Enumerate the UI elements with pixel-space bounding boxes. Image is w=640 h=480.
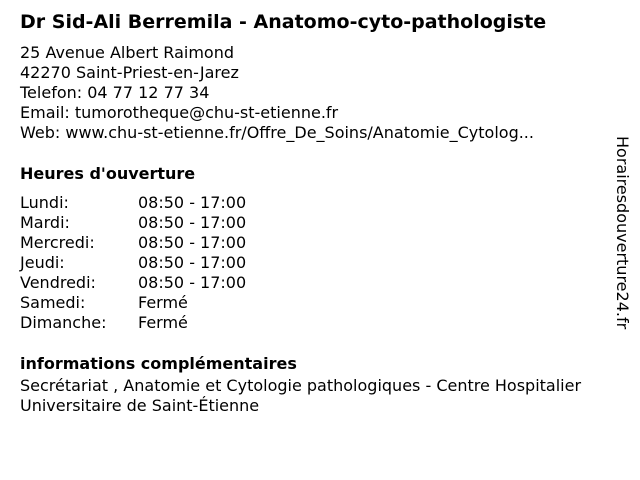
site-watermark: Horairesdouverture24.fr bbox=[613, 136, 632, 330]
opening-hours-heading: Heures d'ouverture bbox=[20, 164, 196, 183]
day-label: Mercredi: bbox=[20, 233, 95, 252]
opening-hours-table bbox=[20, 193, 246, 333]
day-label: Mardi: bbox=[20, 213, 70, 232]
time-value: 08:50 - 17:00 bbox=[138, 253, 247, 272]
day-label: Dimanche: bbox=[20, 313, 107, 332]
contact-block bbox=[20, 43, 534, 143]
hours-row-saturday bbox=[20, 293, 246, 313]
time-value: 08:50 - 17:00 bbox=[138, 233, 247, 252]
hours-row-wednesday bbox=[20, 233, 246, 253]
address-city: 42270 Saint-Priest-en-Jarez bbox=[20, 63, 239, 82]
hours-row-thursday bbox=[20, 253, 246, 273]
page-title: Dr Sid-Ali Berremila - Anatomo-cyto-pathologiste bbox=[20, 11, 547, 33]
day-label: Jeudi: bbox=[20, 253, 65, 272]
time-value: 08:50 - 17:00 bbox=[138, 193, 247, 212]
time-value: 08:50 - 17:00 bbox=[138, 213, 247, 232]
time-value: Fermé bbox=[138, 313, 188, 332]
hours-row-sunday bbox=[20, 313, 246, 333]
website-url: Web: www.chu-st-etienne.fr/Offre_De_Soins/Anatomie_Cytolog... bbox=[20, 123, 534, 142]
hours-row-tuesday bbox=[20, 213, 246, 233]
phone-number: Telefon: 04 77 12 77 34 bbox=[20, 83, 210, 102]
time-value: 08:50 - 17:00 bbox=[138, 273, 247, 292]
day-label: Lundi: bbox=[20, 193, 69, 212]
day-label: Vendredi: bbox=[20, 273, 96, 292]
email-address: Email: tumorotheque@chu-st-etienne.fr bbox=[20, 103, 339, 122]
address-street: 25 Avenue Albert Raimond bbox=[20, 43, 234, 62]
hours-row-friday bbox=[20, 273, 246, 293]
day-label: Samedi: bbox=[20, 293, 86, 312]
hours-row-monday bbox=[20, 193, 246, 213]
time-value: Fermé bbox=[138, 293, 188, 312]
additional-info-text: Secrétariat , Anatomie et Cytologie pathologiques - Centre Hospitalier Universitaire de Saint-Étienne bbox=[20, 376, 582, 415]
additional-info-heading: informations complémentaires bbox=[20, 354, 297, 373]
